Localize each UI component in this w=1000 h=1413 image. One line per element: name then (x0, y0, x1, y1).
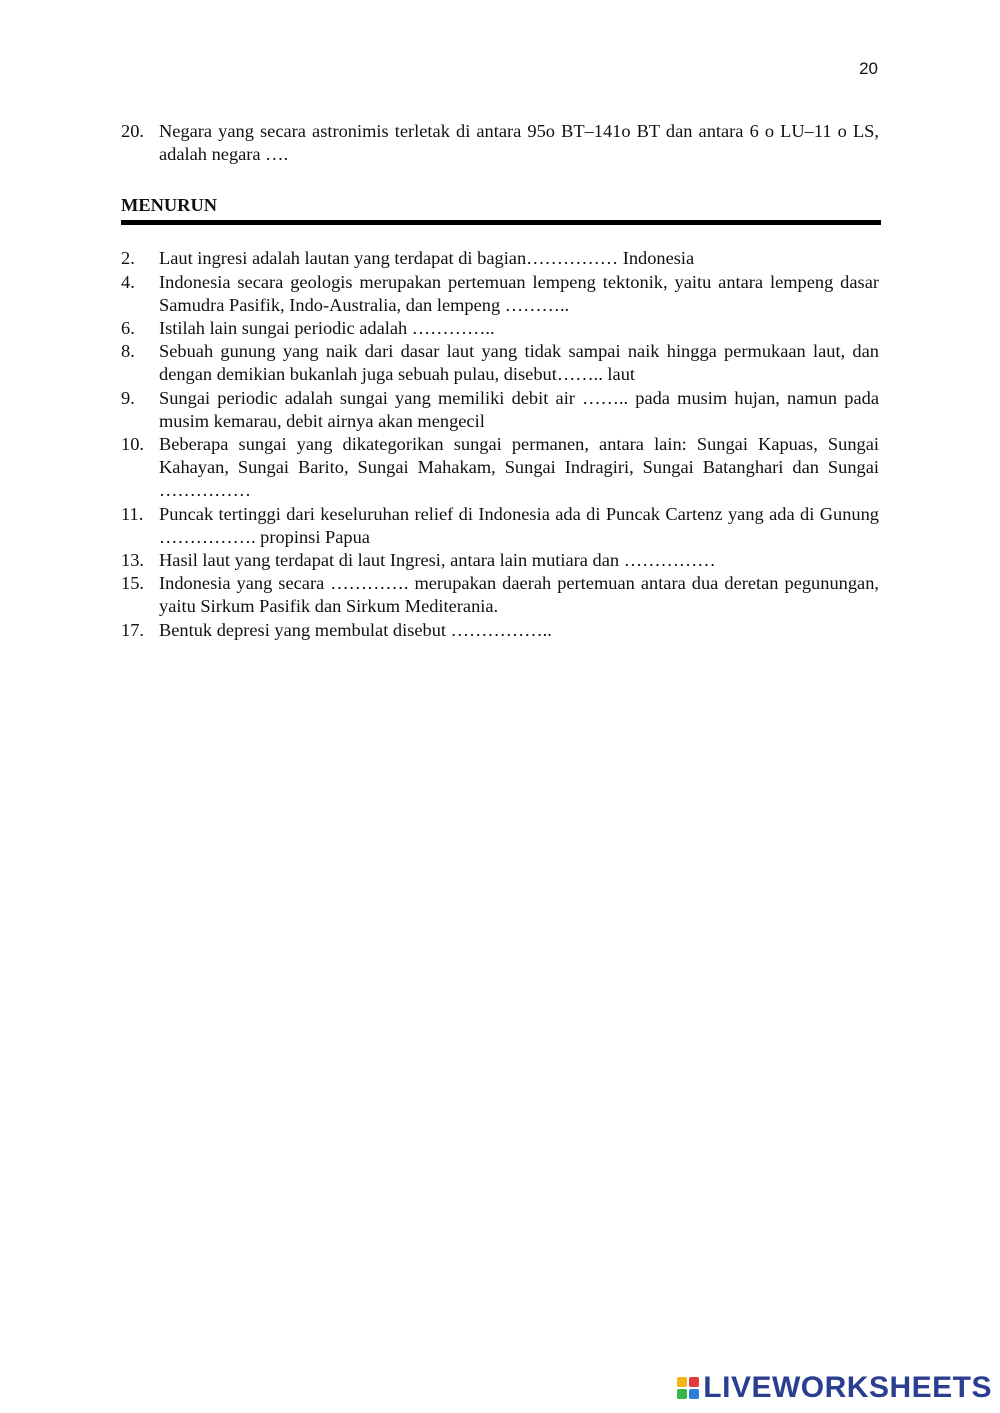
question-number: 9. (121, 387, 135, 408)
section-title-menurun: MENURUN (121, 195, 218, 216)
question-item (121, 247, 879, 270)
question-text: Indonesia yang secara …………. merupakan daerah pertemuan antara dua deretan pegunungan, yaitu Sirkum Pasifik dan Sirkum Mediterania. (159, 573, 879, 617)
question-number: 6. (121, 318, 135, 339)
question-number: 11. (121, 503, 144, 524)
question-item (121, 317, 879, 340)
question-number: 13. (121, 550, 144, 571)
question-item (121, 387, 879, 433)
question-text: Sebuah gunung yang naik dari dasar laut yang tidak sampai naik hingga permukaan laut, dan dengan demikian bukanlah juga sebuah pulau, disebut…….. laut (159, 341, 879, 385)
logo-square-yellow (677, 1377, 687, 1387)
logo-square-red (689, 1377, 699, 1387)
liveworksheets-logo[interactable] (677, 1371, 992, 1405)
question-number: 4. (121, 271, 135, 292)
question-list (121, 247, 879, 641)
question-number: 20. (121, 121, 144, 141)
question-number: 15. (121, 573, 144, 594)
question-text: Laut ingresi adalah lautan yang terdapat di bagian…………… Indonesia (159, 248, 695, 269)
question-item (121, 433, 879, 503)
question-text: Hasil laut yang terdapat di laut Ingresi, antara lain mutiara dan …………… (159, 550, 716, 571)
page-number: 20 (859, 59, 878, 78)
logo-square-green (677, 1389, 687, 1399)
logo-square-blue (689, 1389, 699, 1399)
worksheet-content (121, 120, 879, 642)
question-item (121, 619, 879, 642)
question-number: 17. (121, 619, 144, 640)
liveworksheets-wordmark: LIVEWORKSHEETS (703, 1371, 992, 1404)
question-number: 2. (121, 248, 135, 269)
section-divider (121, 220, 881, 225)
question-text: Sungai periodic adalah sungai yang memiliki debit air …….. pada musim hujan, namun pada musim kemarau, debit airnya akan mengecil (159, 387, 879, 431)
question-number: 10. (121, 434, 144, 455)
question-item (121, 503, 879, 549)
question-text: Indonesia secara geologis merupakan pertemuan lempeng tektonik, yaitu antara lempeng dasar Samudra Pasifik, Indo-Australia, dan lempeng ……….. (159, 271, 879, 315)
question-text: Negara yang secara astronimis terletak di antara 95o BT–141o BT dan antara 6 o LU–11 o LS, adalah negara …. (159, 121, 879, 165)
question-item (121, 340, 879, 386)
question-text: Beberapa sungai yang dikategorikan sungai permanen, antara lain: Sungai Kapuas, Sungai Kahayan, Sungai Barito, Sungai Mahakam, Sungai Indragiri, Sungai Batanghari dan Sungai …………… (159, 434, 879, 501)
question-item-20 (121, 120, 879, 166)
question-item (121, 271, 879, 317)
liveworksheets-logo-icon (677, 1377, 699, 1399)
question-number: 8. (121, 341, 135, 362)
question-item (121, 572, 879, 618)
question-item (121, 549, 879, 572)
question-text: Puncak tertinggi dari keseluruhan relief di Indonesia ada di Puncak Cartenz yang ada di Gunung ……………. propinsi Papua (159, 503, 879, 547)
question-text: Istilah lain sungai periodic adalah ………….. (159, 318, 495, 339)
question-text: Bentuk depresi yang membulat disebut …………….. (159, 619, 552, 640)
